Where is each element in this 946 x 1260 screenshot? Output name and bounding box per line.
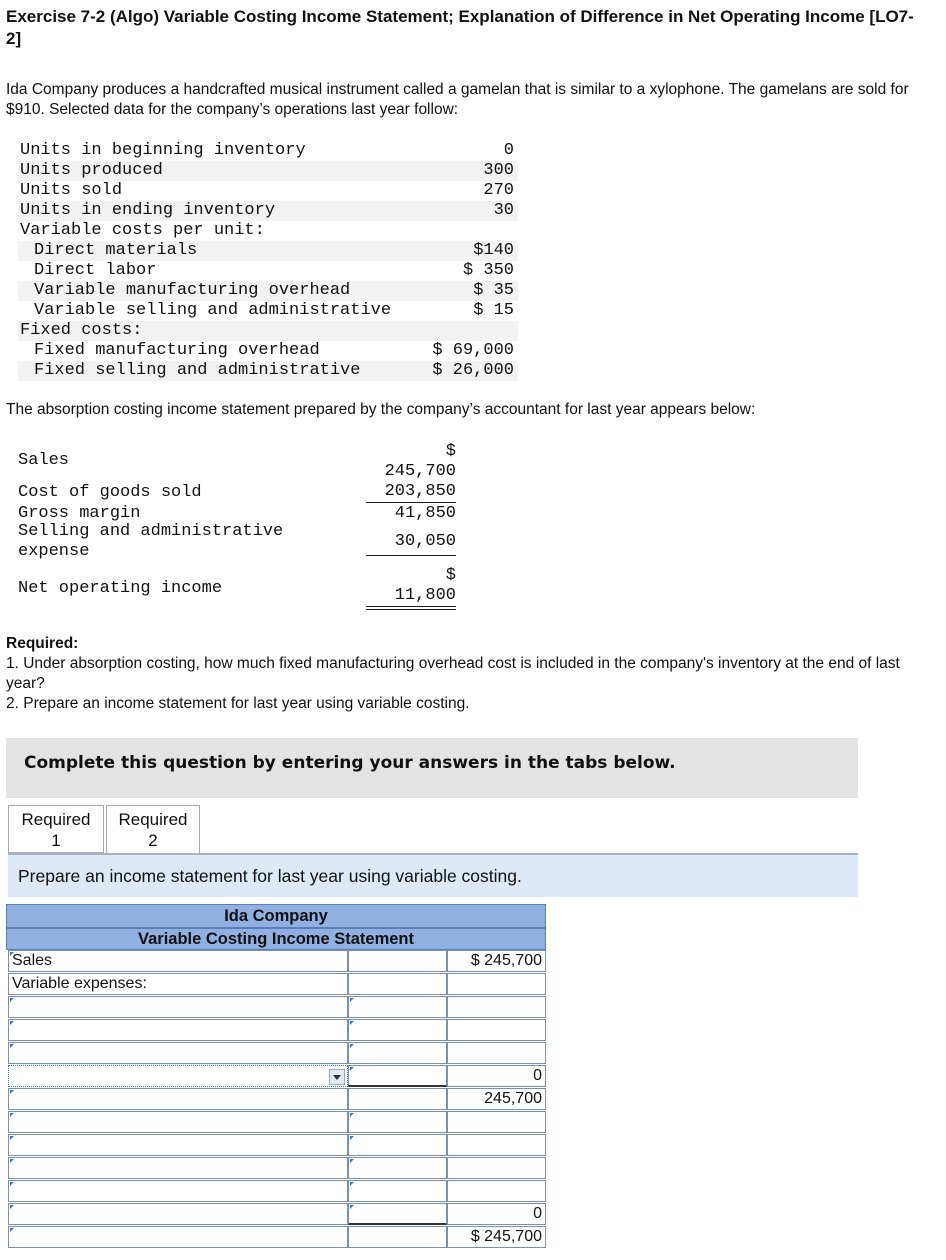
table-row [6, 973, 548, 996]
label-cell [8, 973, 348, 995]
tab-label: Required [118, 810, 188, 829]
data-label: Units in beginning inventory [20, 141, 306, 160]
table-row [6, 1157, 548, 1180]
data-label: Direct labor [34, 261, 157, 280]
table-row [6, 1180, 548, 1203]
label-input[interactable] [8, 1088, 348, 1110]
amount-input[interactable] [348, 1042, 447, 1064]
required-q2: 2. Prepare an income statement for last year using variable costing. [6, 695, 470, 712]
data-row [18, 361, 518, 381]
data-value: $ 350 [462, 261, 514, 280]
abs-cogs-row [18, 482, 458, 503]
data-label: Units sold [20, 181, 123, 200]
data-row [18, 281, 518, 301]
data-value: $ 26,000 [432, 361, 514, 380]
amount-input[interactable] [348, 1019, 447, 1041]
abs-sales-value: $ 245,700 [384, 442, 456, 481]
data-row [18, 241, 518, 261]
data-row [18, 341, 518, 361]
data-row [18, 141, 518, 161]
tab-required-1[interactable] [8, 805, 104, 853]
total-input[interactable] [447, 973, 546, 995]
tab-instruction [8, 855, 858, 897]
data-row [18, 201, 518, 221]
label-input[interactable] [8, 1019, 348, 1041]
data-row [18, 221, 518, 241]
amount-input[interactable] [348, 950, 447, 972]
total-input[interactable]: 0 [447, 1203, 546, 1225]
company-name: Ida Company [6, 904, 546, 928]
amount-input[interactable] [348, 1226, 447, 1248]
total-input[interactable] [447, 1180, 546, 1202]
amount-input[interactable] [348, 973, 447, 995]
label-input[interactable] [8, 1134, 348, 1156]
table-row [6, 1019, 548, 1042]
abs-cogs-label: Cost of goods sold [18, 483, 202, 502]
abs-sales-label: Sales [18, 451, 70, 470]
total-input[interactable] [447, 996, 546, 1018]
abs-gm-value: 41,850 [394, 504, 456, 523]
statement-title: Variable Costing Income Statement [6, 928, 546, 950]
amount-input[interactable] [348, 1065, 447, 1087]
abs-noi-row [18, 566, 458, 610]
row-label: Variable expenses: [12, 975, 147, 992]
amount-input[interactable] [348, 1088, 447, 1110]
tab-label: Required [21, 810, 91, 829]
amount-input[interactable] [348, 996, 447, 1018]
total-input[interactable] [447, 1019, 546, 1041]
total-input[interactable]: $ 245,700 [447, 950, 546, 972]
label-input[interactable] [8, 1203, 348, 1225]
amount-input[interactable] [348, 1180, 447, 1202]
table-row [6, 996, 548, 1019]
data-value: $ 69,000 [432, 341, 514, 360]
total-input[interactable]: 245,700 [447, 1088, 546, 1110]
amount-input[interactable] [348, 1157, 447, 1179]
tab-label-number: 2 [148, 831, 158, 850]
label-input[interactable] [8, 1042, 348, 1064]
data-value: 30 [493, 201, 514, 220]
total-input[interactable] [447, 1134, 546, 1156]
data-table [18, 141, 518, 381]
data-value: $ 15 [473, 301, 514, 320]
data-label: Direct materials [34, 241, 198, 260]
data-row [18, 161, 518, 181]
data-label: Variable costs per unit: [20, 221, 265, 240]
abs-gm-row [18, 503, 458, 524]
table-row [6, 1203, 548, 1226]
abs-cogs-value: 203,850 [366, 482, 456, 503]
data-label: Fixed manufacturing overhead [34, 341, 320, 360]
table-row [6, 1111, 548, 1134]
table-row [6, 950, 548, 973]
total-input[interactable]: $ 245,700 [447, 1226, 546, 1248]
data-label: Variable manufacturing overhead [34, 281, 351, 300]
data-row [18, 181, 518, 201]
label-input[interactable] [8, 996, 348, 1018]
abs-noi-value: $ 11,800 [366, 566, 456, 610]
abs-sga-row [18, 524, 458, 564]
label-input[interactable] [8, 1180, 348, 1202]
data-label: Fixed selling and administrative [34, 361, 361, 380]
table-row [6, 1134, 548, 1157]
total-input[interactable]: 0 [447, 1065, 546, 1087]
abs-sga-value: 30,050 [366, 532, 456, 556]
table-row [6, 1065, 548, 1088]
data-value: $140 [473, 241, 514, 260]
total-input[interactable] [447, 1111, 546, 1133]
amount-input[interactable] [348, 1111, 447, 1133]
data-label: Fixed costs: [20, 321, 143, 340]
abs-gm-label: Gross margin [18, 504, 141, 523]
label-cell [8, 950, 348, 972]
absorption-intro-text: The absorption costing income statement prepared by the company’s accountant for last year appears below: [6, 401, 756, 418]
data-row [18, 261, 518, 281]
table-row [6, 1042, 548, 1065]
label-input[interactable] [8, 1226, 348, 1248]
abs-sales-row [18, 440, 458, 482]
instruction-banner [6, 738, 858, 798]
chevron-down-icon[interactable] [329, 1069, 345, 1085]
amount-input[interactable] [348, 1203, 447, 1225]
banner-text: Complete this question by entering your answers in the tabs below. [24, 753, 676, 773]
data-value: 0 [503, 141, 514, 160]
label-input[interactable] [8, 1111, 348, 1133]
page-title: Exercise 7-2 (Algo) Variable Costing Income Statement; Explanation of Difference in Net Operating Income [LO7-2] [6, 7, 914, 48]
required-section [6, 634, 942, 714]
abs-sga-label: Selling and administrative expense [18, 522, 284, 561]
total-input[interactable] [447, 1157, 546, 1179]
abs-noi-label: Net operating income [18, 579, 223, 598]
row-label: Sales [12, 952, 53, 969]
data-value: 270 [483, 181, 514, 200]
data-value: 300 [483, 161, 514, 180]
tab-instruction-text: Prepare an income statement for last year using variable costing. [18, 866, 522, 886]
label-input[interactable] [8, 1157, 348, 1179]
tab-required-2[interactable] [106, 805, 200, 855]
required-heading: Required: [6, 635, 79, 652]
total-input[interactable] [447, 1042, 546, 1064]
data-label: Units produced [20, 161, 163, 180]
data-row [18, 301, 518, 321]
data-label: Variable selling and administrative [34, 301, 392, 320]
intro-text: Ida Company produces a handcrafted musical instrument called a gamelan that is similar to a xylophone. The gamelans are sold for $910. Selected data for the company’s operations last year follow: [6, 81, 909, 118]
table-row [6, 1088, 548, 1111]
required-q1: 1. Under absorption costing, how much fixed manufacturing overhead cost is included in the company's inventory at the end of last year? [6, 655, 900, 692]
data-value: $ 35 [473, 281, 514, 300]
label-dropdown[interactable] [8, 1065, 348, 1087]
amount-input[interactable] [348, 1134, 447, 1156]
tab-label-number: 1 [51, 831, 61, 850]
data-row [18, 321, 518, 341]
table-row [6, 1226, 548, 1249]
data-label: Units in ending inventory [20, 201, 276, 220]
